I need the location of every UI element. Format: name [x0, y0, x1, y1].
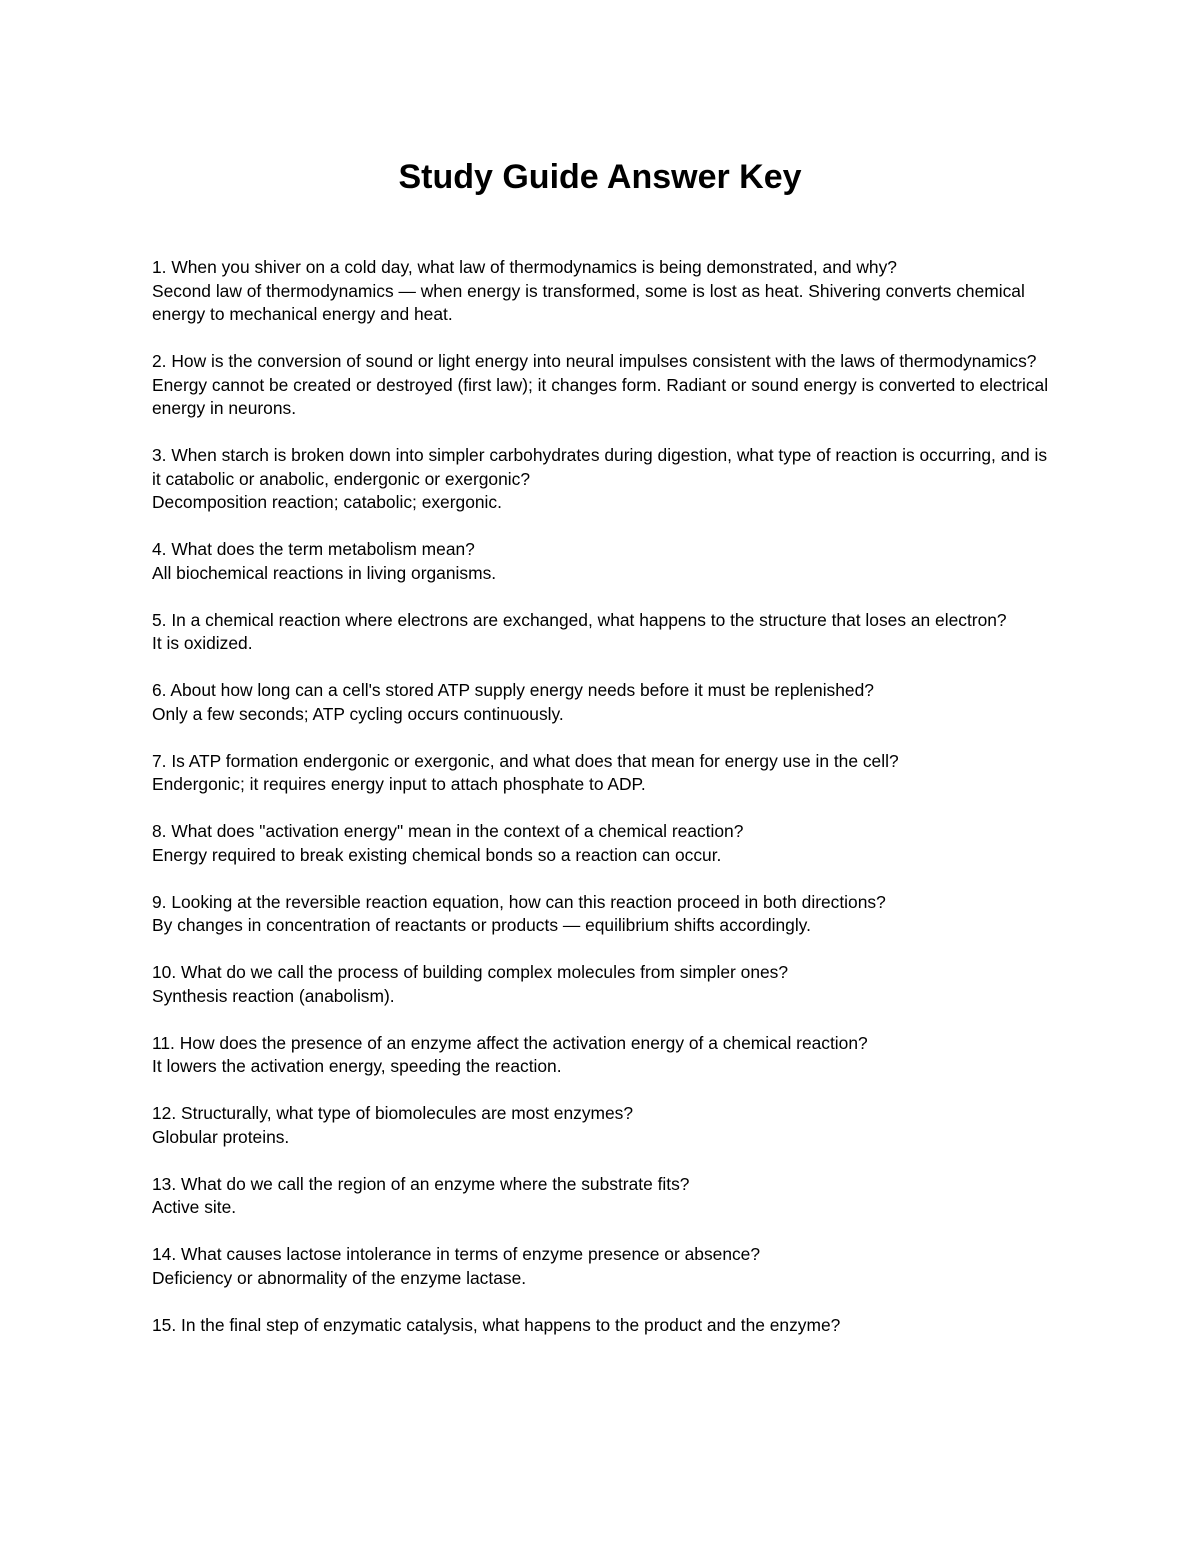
answer-text: Active site. — [152, 1197, 237, 1217]
qa-item — [152, 256, 1052, 327]
page-title: Study Guide Answer Key — [398, 158, 802, 196]
qa-item — [152, 1032, 1052, 1079]
qa-item — [152, 1243, 1052, 1290]
answer-text: By changes in concentration of reactants or products — equilibrium shifts accordingly. — [152, 915, 811, 935]
question-text: 11. How does the presence of an enzyme affect the activation energy of a chemical reaction? — [152, 1032, 868, 1053]
answer-text: All biochemical reactions in living organisms. — [152, 562, 497, 583]
question-text: 5. In a chemical reaction where electrons are exchanged, what happens to the structure that loses an electron? — [152, 609, 1007, 630]
question-text: 13. What do we call the region of an enzyme where the substrate fits? — [152, 1173, 690, 1194]
answer-text: It is oxidized. — [152, 633, 253, 653]
qa-item — [152, 750, 1052, 797]
qa-item — [152, 961, 1052, 1008]
qa-item — [152, 538, 1052, 585]
qa-item — [152, 679, 1052, 726]
question-text: 9. Looking at the reversible reaction equation, how can this reaction proceed in both directions? — [152, 891, 886, 912]
qa-item — [152, 1173, 1052, 1220]
question-text: 6. About how long can a cell's stored ATP supply energy needs before it must be replenished? — [152, 680, 874, 700]
question-text: 12. Structurally, what type of biomolecules are most enzymes? — [152, 1103, 634, 1123]
qa-item — [152, 1314, 1052, 1338]
qa-list — [152, 256, 1052, 1361]
qa-item — [152, 820, 1052, 867]
qa-item — [152, 891, 1052, 938]
answer-text: Only a few seconds; ATP cycling occurs continuously. — [152, 703, 564, 724]
question-text: 14. What causes lactose intolerance in terms of enzyme presence or absence? — [152, 1244, 761, 1264]
question-text: 2. How is the conversion of sound or light energy into neural impulses consistent with the laws of thermodynamics? — [152, 351, 1037, 371]
answer-text: Endergonic; it requires energy input to attach phosphate to ADP. — [152, 774, 646, 794]
answer-text: It lowers the activation energy, speeding the reaction. — [152, 1056, 562, 1076]
qa-item — [152, 1102, 1052, 1149]
question-text: 10. What do we call the process of building complex molecules from simpler ones? — [152, 962, 789, 982]
answer-text: Energy cannot be created or destroyed (first law); it changes form. Radiant or sound energy is converted to electrical energy in neurons. — [152, 374, 1049, 418]
question-text: 15. In the final step of enzymatic catalysis, what happens to the product and the enzyme? — [152, 1314, 841, 1335]
qa-item — [152, 609, 1052, 656]
answer-text: Synthesis reaction (anabolism). — [152, 985, 395, 1006]
answer-text: Decomposition reaction; catabolic; exergonic. — [152, 492, 502, 512]
question-text: 4. What does the term metabolism mean? — [152, 539, 475, 559]
question-text: 3. When starch is broken down into simpler carbohydrates during digestion, what type of reaction is occurring, and is it catabolic or anabolic, endergonic or exergonic? — [152, 445, 1048, 489]
answer-text: Energy required to break existing chemical bonds so a reaction can occur. — [152, 844, 722, 865]
qa-item — [152, 350, 1052, 421]
qa-item — [152, 444, 1052, 515]
question-text: 1. When you shiver on a cold day, what law of thermodynamics is being demonstrated, and why? — [152, 257, 897, 277]
answer-text: Second law of thermodynamics — when energy is transformed, some is lost as heat. Shivering converts chemical energy to mechanical energy and heat. — [152, 280, 1025, 324]
answer-text: Deficiency or abnormality of the enzyme lactase. — [152, 1267, 527, 1288]
question-text: 8. What does "activation energy" mean in the context of a chemical reaction? — [152, 821, 744, 841]
question-text: 7. Is ATP formation endergonic or exergonic, and what does that mean for energy use in the cell? — [152, 750, 899, 771]
answer-text: Globular proteins. — [152, 1126, 290, 1147]
